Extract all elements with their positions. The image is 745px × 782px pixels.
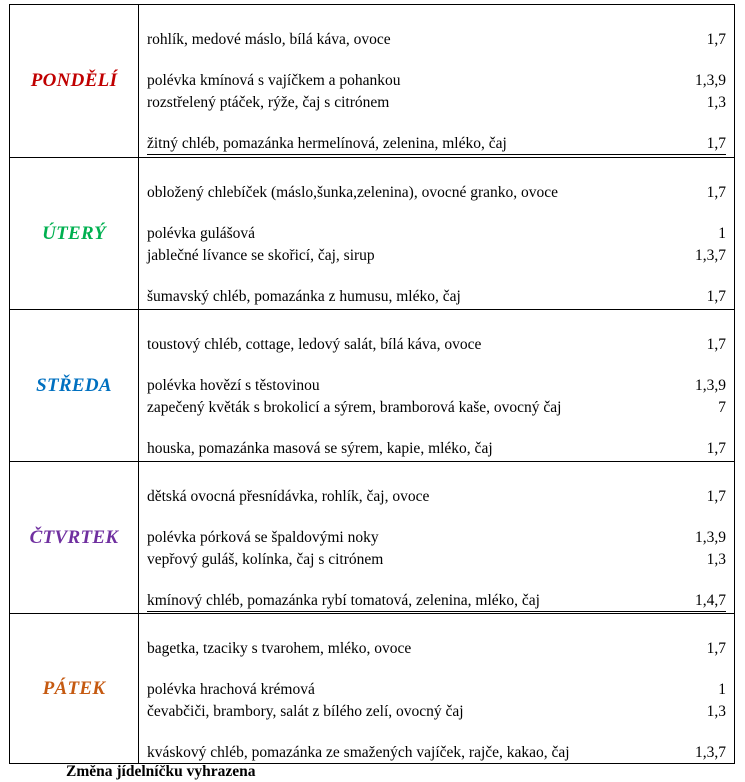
day-label-tuesday [10,158,139,310]
meal-text: kmínový chléb, pomazánka rybí tomatová, zelenina, mléko, čaj [147,592,540,609]
day-label-monday [10,5,139,158]
meals-tuesday [139,158,735,310]
meal-text: žitný chléb, pomazánka hermelínová, zelenina, mléko, čaj [147,135,507,152]
meal-text: polévka gulášová [147,225,256,242]
allergens: 1,3,7 [695,744,726,761]
allergens: 1,7 [706,440,726,457]
meal-breakfast [147,30,726,50]
allergens: 1,7 [706,135,726,152]
day-label-thursday [10,462,139,614]
meal-main [147,93,726,113]
day-row-wednesday [10,310,735,462]
meal-text: obložený chlebíček (máslo,šunka,zelenina), ovocné granko, ovoce [147,184,559,201]
meal-snack [147,287,726,307]
day-name: STŘEDA [36,374,112,396]
allergens: 1,7 [706,336,726,353]
meal-soup [147,71,726,91]
allergens: 1,3 [706,94,726,111]
allergens: 1,3,9 [695,377,726,394]
meal-main [147,550,726,570]
day-name: PONDĚLÍ [30,70,118,91]
meal-text: dětská ovocná přesnídávka, rohlík, čaj, ovoce [147,488,430,505]
meal-main [147,246,726,266]
meal-text: kváskový chléb, pomazánka ze smažených vajíček, rajče, kakao, čaj [147,744,570,761]
meal-breakfast [147,639,726,659]
day-label-friday [10,614,139,764]
day-name: ČTVRTEK [29,526,119,548]
meal-breakfast [147,335,726,355]
meal-text: rohlík, medové máslo, bílá káva, ovoce [147,31,391,48]
day-row-tuesday [10,158,735,310]
meal-text: rozstřelený ptáček, rýže, čaj s citrónem [147,94,390,111]
meal-snack [147,134,726,155]
meal-breakfast [147,487,726,507]
meals-thursday [139,462,735,614]
allergens: 1,3,9 [695,529,726,546]
day-name: PÁTEK [42,677,106,699]
day-label-wednesday [10,310,139,462]
allergens: 1,3,7 [695,247,726,264]
meal-snack [147,743,726,763]
meal-soup [147,224,726,244]
day-row-monday [10,5,735,158]
meal-text: toustový chléb, cottage, ledový salát, bílá káva, ovoce [147,336,482,353]
meal-text: čevabčiči, brambory, salát z bílého zelí, ovocný čaj [147,703,464,720]
allergens: 1 [718,681,726,698]
meal-text: jablečné lívance se skořicí, čaj, sirup [147,247,375,264]
meal-text: polévka kmínová s vajíčkem a pohankou [147,72,401,89]
meal-snack [147,591,726,612]
meal-main [147,702,726,722]
weekly-menu-table [9,4,735,764]
meal-snack [147,439,726,459]
allergens: 1,3 [706,703,726,720]
allergens: 1,3 [706,551,726,568]
day-row-thursday [10,462,735,614]
allergens: 1,7 [706,288,726,305]
meal-text: polévka hrachová krémová [147,681,315,698]
meal-text: vepřový guláš, kolínka, čaj s citrónem [147,551,384,568]
meal-text: zapečený květák s brokolicí a sýrem, bramborová kaše, ovocný čaj [147,399,562,416]
meal-text: bagetka, tzaciky s tvarohem, mléko, ovoce [147,640,412,657]
meals-friday [139,614,735,764]
meal-soup [147,680,726,700]
meal-soup [147,376,726,396]
meal-soup [147,528,726,548]
menu-change-footnote: Změna jídelníčku vyhrazena [66,763,256,780]
meal-main [147,398,726,418]
meals-wednesday [139,310,735,462]
allergens: 1,7 [706,184,726,201]
meal-text: polévka pórková se špaldovými noky [147,529,379,546]
meal-text: polévka hovězí s těstovinou [147,377,320,394]
allergens: 1,7 [706,640,726,657]
day-name: ÚTERÝ [42,222,106,244]
allergens: 1,7 [706,31,726,48]
meal-text: houska, pomazánka masová se sýrem, kapie, mléko, čaj [147,440,493,457]
allergens: 1,4,7 [695,592,726,609]
allergens: 1,7 [706,488,726,505]
meal-text: šumavský chléb, pomazánka z humusu, mléko, čaj [147,288,461,305]
meals-monday [139,5,735,158]
day-row-friday [10,614,735,764]
allergens: 7 [718,399,726,416]
allergens: 1,3,9 [695,72,726,89]
meal-breakfast [147,183,726,203]
allergens: 1 [718,225,726,242]
